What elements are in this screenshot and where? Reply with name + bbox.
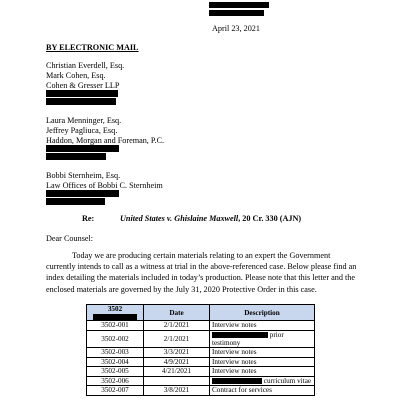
redacted-block: [46, 190, 119, 197]
table-row: [87, 386, 315, 396]
letter-date: April 23, 2021: [212, 24, 260, 33]
salutation: Dear Counsel:: [46, 234, 94, 243]
cell-date: 4/9/2021: [144, 357, 210, 367]
redacted-block: [46, 98, 116, 105]
cell-date: 3/8/2021: [144, 386, 210, 396]
table-row: [87, 376, 315, 386]
table-row: [87, 367, 315, 377]
cell-id: 3502-007: [87, 386, 144, 396]
cell-description: Interview notes: [210, 348, 315, 358]
table-header-row: [87, 305, 315, 321]
recipient-line: Bobbi Sternheim, Esq.: [46, 171, 121, 180]
redacted-block: [212, 378, 262, 385]
production-index-table: [86, 304, 315, 396]
header-3502: [87, 305, 144, 321]
cell-description: Interview notes: [210, 321, 315, 331]
delivery-method: BY ELECTRONIC MAIL: [46, 43, 139, 52]
cell-date: 2/1/2021: [144, 321, 210, 331]
cell-id: 3502-004: [87, 357, 144, 367]
recipient-line: Mark Cohen, Esq.: [46, 71, 106, 80]
cell-id: 3502-001: [87, 321, 144, 331]
table-row: [87, 357, 315, 367]
recipient-line: Cohen & Gresser LLP: [46, 81, 120, 90]
cell-date: 3/3/2021: [144, 348, 210, 358]
cell-date: [144, 376, 210, 386]
cell-description: Interview notes: [210, 367, 315, 377]
re-case-number: , 20 Cr. 330 (AJN): [238, 214, 302, 223]
redacted-block: [209, 10, 264, 16]
cell-id: 3502-003: [87, 348, 144, 358]
redacted-block: [93, 314, 137, 320]
recipient-line: Christian Everdell, Esq.: [46, 61, 125, 70]
body-paragraph: Today we are producing certain materials relating to an expert the Government currently intends to call as a witness at trial in the above-referenced case. Below please find an index detailing the materials included in today’s production. Please note that this letter and the enclosed materials are governed by the July 31, 2020 Protective Order in this case.: [46, 251, 357, 294]
cell-id: 3502-002: [87, 330, 144, 347]
header-description: Description: [210, 305, 315, 321]
cell-id: 3502-006: [87, 376, 144, 386]
re-label: Re:: [82, 214, 95, 223]
recipient-line: Law Offices of Bobbi C. Sternheim: [46, 181, 163, 190]
redacted-block: [209, 2, 269, 8]
table-row: [87, 321, 315, 331]
cell-date: 2/1/2021: [144, 330, 210, 347]
cell-description: [210, 330, 315, 347]
cell-description-text: prior testimony: [212, 330, 284, 347]
recipient-line: Haddon, Morgan and Foreman, P.C.: [46, 136, 165, 145]
cell-date: 4/21/2021: [144, 367, 210, 377]
recipient-line: Jeffrey Pagliuca, Esq.: [46, 126, 118, 135]
cell-id: 3502-005: [87, 367, 144, 377]
cell-description: Contract for services: [210, 386, 315, 396]
header-3502-label: 3502: [107, 305, 123, 313]
redacted-block: [46, 198, 105, 205]
re-case-name: United States v. Ghislaine Maxwell: [120, 214, 239, 223]
header-date: Date: [144, 305, 210, 321]
redacted-block: [46, 90, 118, 97]
cell-description: Interview notes: [210, 357, 315, 367]
redacted-block: [46, 145, 119, 152]
table-row: [87, 330, 315, 347]
cell-description-text: curriculum vitae: [263, 376, 312, 385]
table-row: [87, 348, 315, 358]
redacted-block: [212, 332, 268, 339]
redacted-block: [46, 153, 106, 160]
cell-description: [210, 376, 315, 386]
re-case-line: [120, 214, 301, 224]
recipient-line: Laura Menninger, Esq.: [46, 116, 122, 125]
